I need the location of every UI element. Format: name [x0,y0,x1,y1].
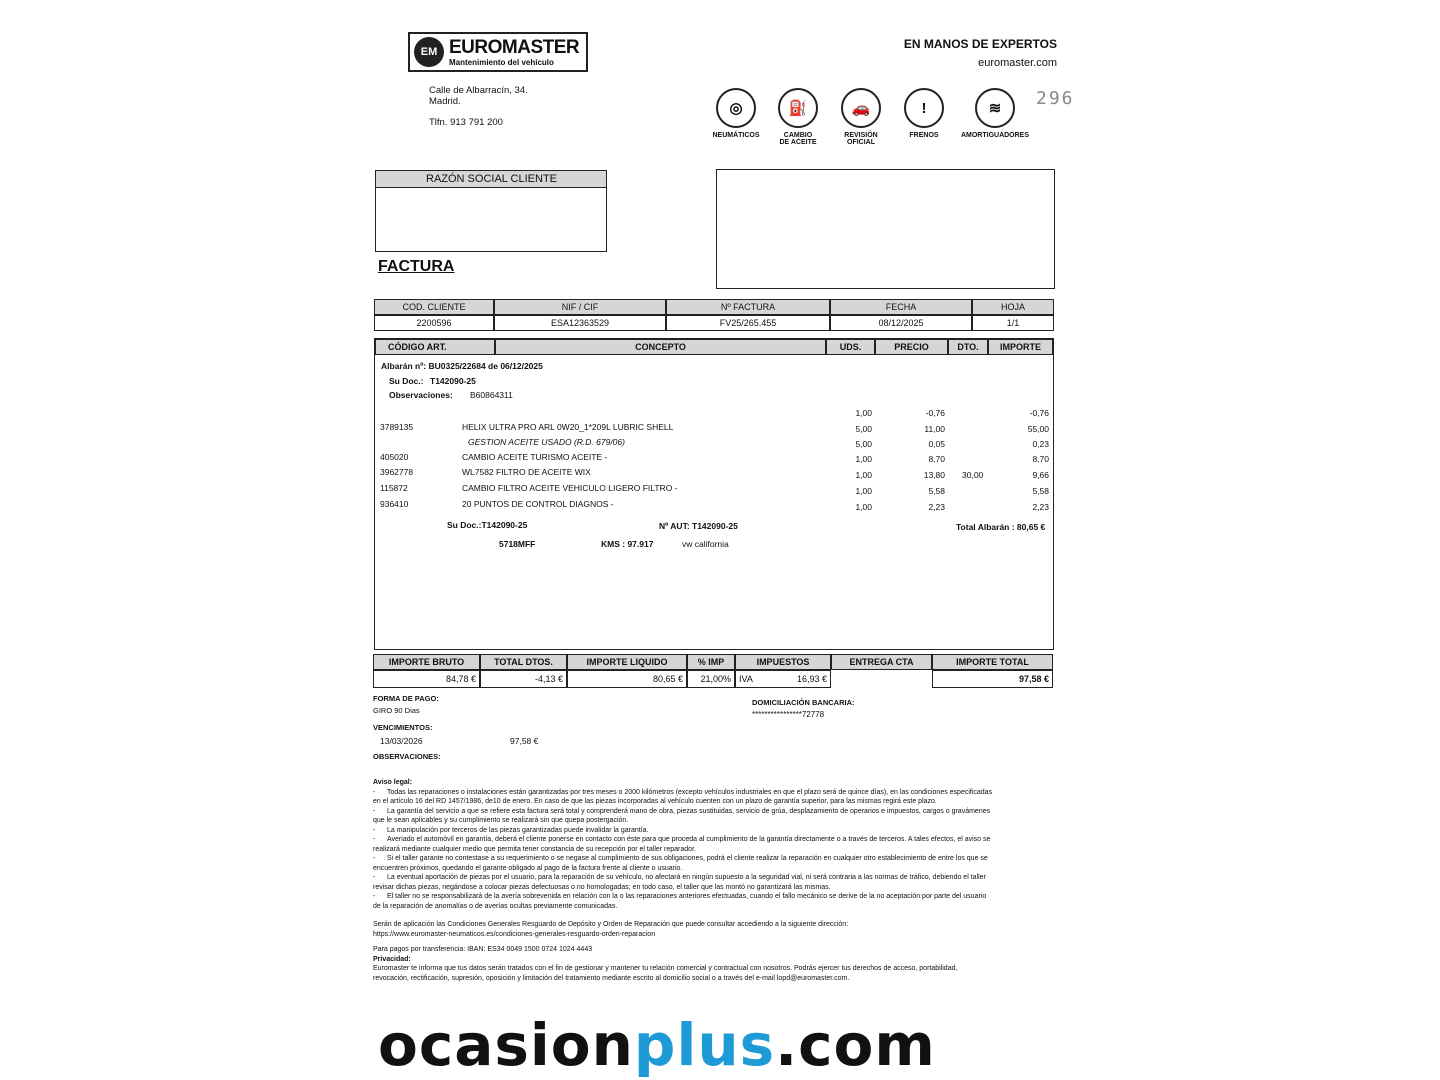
service-inspection: 🚗 REVISIÓN OFICIAL [826,88,896,146]
albaran-obs: B60864311 [470,390,513,400]
service-oil: ⛽ CAMBIO DE ACEITE [763,88,833,146]
legal-item: - La manipulación por terceros de las piezas garantizadas puede invalidar la garantía. [373,826,649,834]
importe-total: 97,58 € [932,670,1053,688]
slogan: EN MANOS DE EXPERTOS [903,37,1057,51]
logo-mark-icon: EM [414,37,444,67]
forma-pago: GIRO 90 Dias [373,706,420,715]
privacy-text: Euromaster te informa que tus datos serán tratados con el fin de gestionar y mantener tu relación comercial y contractual con nosotros. Podrás ejercer tus derechos de acceso, portabilidad, revocación, rectificación, supresión, oposición y limitación del tratamiento mediante escrito al domicilio social o a través del e-mail lopd@euromaster.com. [373,965,958,982]
euromaster-logo [408,32,588,72]
client-code: 2200596 [374,315,494,331]
albaran-su-doc: T142090-25 [430,376,476,386]
lines-table: CÓDIGO ART. CONCEPTO UDS. PRECIO DTO. IMPORTE [374,338,1054,650]
totals-table: IMPORTE BRUTO TOTAL DTOS. IMPORTE LIQUIDO % IMP IMPUESTOS ENTREGA CTA IMPORTE TOTAL 84,78 € -4,13 € 80,65 € 21,00% IVA 16,93 € 97,58 € [373,654,1053,688]
legal-item: - Averiado el automóvil en garantía, deberá el cliente ponerse en contacto con éste para que proceda al cumplimiento de la garantía directamente o a través de terceros. A tales efectos, el aviso se realizará mediante cualquier medio que permita tener constancia de su recepción por el taller reparador. [373,836,991,853]
footer-n-aut: Nº AUT: T142090-25 [659,521,738,531]
invoice-date: 08/12/2025 [830,315,972,331]
importe-liquido: 80,65 € [567,670,687,688]
vehicle-model: vw california [682,539,729,549]
vencimientos-label: VENCIMIENTOS: [373,723,433,732]
legal-item: - La garantía del servicio a que se refiere esta factura será total y comprenderá mano de obra, piezas sustituidas, servicio de grúa, desplazamiento de operarios e impuestos, cargos o gravámenes que le sean aplicables y su cumplimiento se realizará sin que quepa postergación. [373,807,991,824]
brand-tagline: Mantenimiento del vehículo [449,57,554,67]
stamp-number: 296 [1036,88,1075,109]
conditions-url[interactable]: https://www.euromaster-neumaticos.es/condiciones-generales-resguardo-orden-reparacion [373,930,656,938]
car-inspection-icon: 🚗 [841,88,881,128]
legal-item: - El taller no se responsabilizará de la avería sobrevenida en relación con la o las reparaciones anteriores efectuadas, cuando el fallo mecánico se derive de la no aceptación por parte del usuario de la reparación de anomalías o de averías ocultas previamente comunicadas. [373,893,987,910]
legal-item: - Si el taller garante no contestase a su requerimiento o se negase al cumplimiento de sus obligaciones, podrá el cliente realizar la reparación en cualquier otro establecimiento de entre los que se encuentren próximos, quedando el garante obligado al pago de la factura frente al cliente o usuario. [373,855,988,872]
nif: ESA12363529 [494,315,666,331]
tire-icon: ◎ [716,88,756,128]
invoice-number: FV25/265.455 [666,315,830,331]
service-shocks: ≋ AMORTIGUADORES [955,88,1035,139]
domiciliacion-label: DOMICILIACIÓN BANCARIA: [752,698,855,707]
sheet-number: 1/1 [972,315,1054,331]
website: euromaster.com [978,57,1057,69]
conditions-text: Serán de aplicación las Condiciones Generales Resguardo de Depósito y Orden de Reparación que puede consultar accediendo a la siguiente dirección: [373,921,849,928]
entrega-cta [831,670,932,688]
license-plate: 5718MFF [499,539,536,549]
invoice-header-table: COD. CLIENTE NIF / CIF Nº FACTURA FECHA HOJA 2200596 ESA12363529 FV25/265.455 08/12/2025 1/1 [374,299,1054,331]
total-dtos: -4,13 € [480,670,567,688]
brakes-icon: ! [904,88,944,128]
domiciliacion-account: ****************72778 [752,710,825,719]
importe-bruto: 84,78 € [373,670,480,688]
service-brakes: ! FRENOS [889,88,959,139]
legal-item: - Todas las reparaciones o instalaciones están garantizadas por tres meses o 2000 kilómetros (excepto vehículos industriales en que el plazo será de quince días), en las condiciones especificadas en el artículo 16 del RD 1457/1986, de10 de enero. En caso de que las piezas incorporadas al vehículo cuenten con un plazo de garantía superior, para las mismas regirá este plazo. [373,788,993,805]
document-title: FACTURA [378,258,455,275]
footer-su-doc: Su Doc.:T142090-25 [447,520,528,530]
iban-text: Para pagos por transferencia: IBAN: ES34 0049 1500 0724 1024 4443 [373,946,593,953]
pct-imp: 21,00% [687,670,735,688]
service-tires: ◎ NEUMÁTICOS [701,88,771,139]
observaciones-label: OBSERVACIONES: [373,752,441,761]
total-albaran: Total Albarán : 80,65 € [956,522,1046,532]
kilometers: KMS : 97.917 [601,539,654,549]
client-box [375,170,607,252]
privacy-title: Privacidad: [373,955,411,963]
phone: Tlfn. 913 791 200 [429,117,503,128]
albaran-obs-label: Observaciones: [389,390,453,400]
address-line-1: Calle de Albarracín, 34. [429,85,528,96]
albaran-title: Albarán nº: BU0325/22684 de 06/12/2025 [381,361,543,371]
address-box [716,169,1055,289]
address-line-2: Madrid. [429,96,461,107]
impuestos: IVA 16,93 € [735,670,831,688]
client-box-title: RAZÓN SOCIAL CLIENTE [376,171,606,188]
shock-absorber-icon: ≋ [975,88,1015,128]
vencimiento-amount: 97,58 € [510,736,539,746]
legal-item: - La eventual aportación de piezas por el usuario, para la reparación de su vehículo, no afectará en ningún supuesto a la seguridad vial, ni será contraria a las normas de tráfico, debiendo el taller revisar dichas piezas, negándose a colocar piezas defectuosas o no homologadas; en todo caso, el taller que las montó no garantizará las mismas. [373,874,986,891]
legal-notice: Aviso legal: - Todas las reparaciones o instalaciones están garantizadas por tres meses o 2000 kilómetros (excepto vehículos industriales en que el plazo será de quince días), en las condiciones especificadas en el artículo 16 del RD 1457/1986, de10 de enero. En caso de que las piezas incorporadas al vehículo cuenten con un plazo de garantía superior, para las mismas regirá este plazo. - La garantía del servicio a que se refiere esta factura será total y comprenderá mano de obra, piezas sustituidas, servicio de grúa, desplazamiento de operarios e impuestos, cargos o gravámenes que le sean aplicables y su cumplimiento se realizará sin que quepa postergación. - La manipulación por terceros de las piezas garantizadas puede invalidar la garantía. - Averiado el automóvil en garantía, deberá el cliente ponerse en contacto con éste para que proceda al cumplimiento de la garantía directamente o a través de terceros. A tales efectos, el aviso se realizará mediante cualquier medio que permita tener constancia de su recepción por el taller reparador. - Si el taller garante no contestase a su requerimiento o se negase al cumplimiento de sus obligaciones, podrá el cliente realizar la reparación en cualquier otro establecimiento de entre los que se encuentren próximos, quedando el garante obligado al pago de la factura frente al cliente o usuario. - La eventual aportación de piezas por el usuario, para la reparación de su vehículo, no afectará en ningún supuesto a la seguridad vial, ni será contraria a las normas de tráfico, debiendo el taller revisar dichas piezas, negándose a colocar piezas defectuosas o no homologadas; en todo caso, el taller que las montó no garantizará las mismas. - El taller no se responsabilizará de la avería sobrevenida en relación con la o las reparaciones anteriores efectuadas, cuando el fallo mecánico se derive de la no aceptación por parte del usuario de la reparación de anomalías o de averías ocultas previamente comunicadas. Serán de aplicación las Condiciones Generales Resguardo de Depósito y Orden de Reparación que puede consultar accediendo a la siguiente dirección: https://www.euromaster-neumaticos.es/condiciones-generales-resguardo-orden-reparacion Para pagos por transferencia: IBAN: ES34 0049 1500 0724 1024 4443 Privacidad: Euromaster te informa que tus datos serán tratados con el fin de gestionar y mantener tu relación comercial y contractual con nosotros. Podrás ejercer tus derechos de acceso, portabilidad, revocación, rectificación, supresión, oposición y limitación del tratamiento mediante escrito al domicilio social o a través del e-mail lopd@euromaster.com. [373,779,993,982]
forma-pago-label: FORMA DE PAGO: [373,694,439,703]
brand-name: EUROMASTER [449,36,580,58]
vencimiento-date: 13/03/2026 [380,736,423,746]
albaran-su-doc-label: Su Doc.: [389,376,424,386]
oil-change-icon: ⛽ [778,88,818,128]
ocasionplus-watermark: ocasionplus.com [378,1011,936,1079]
